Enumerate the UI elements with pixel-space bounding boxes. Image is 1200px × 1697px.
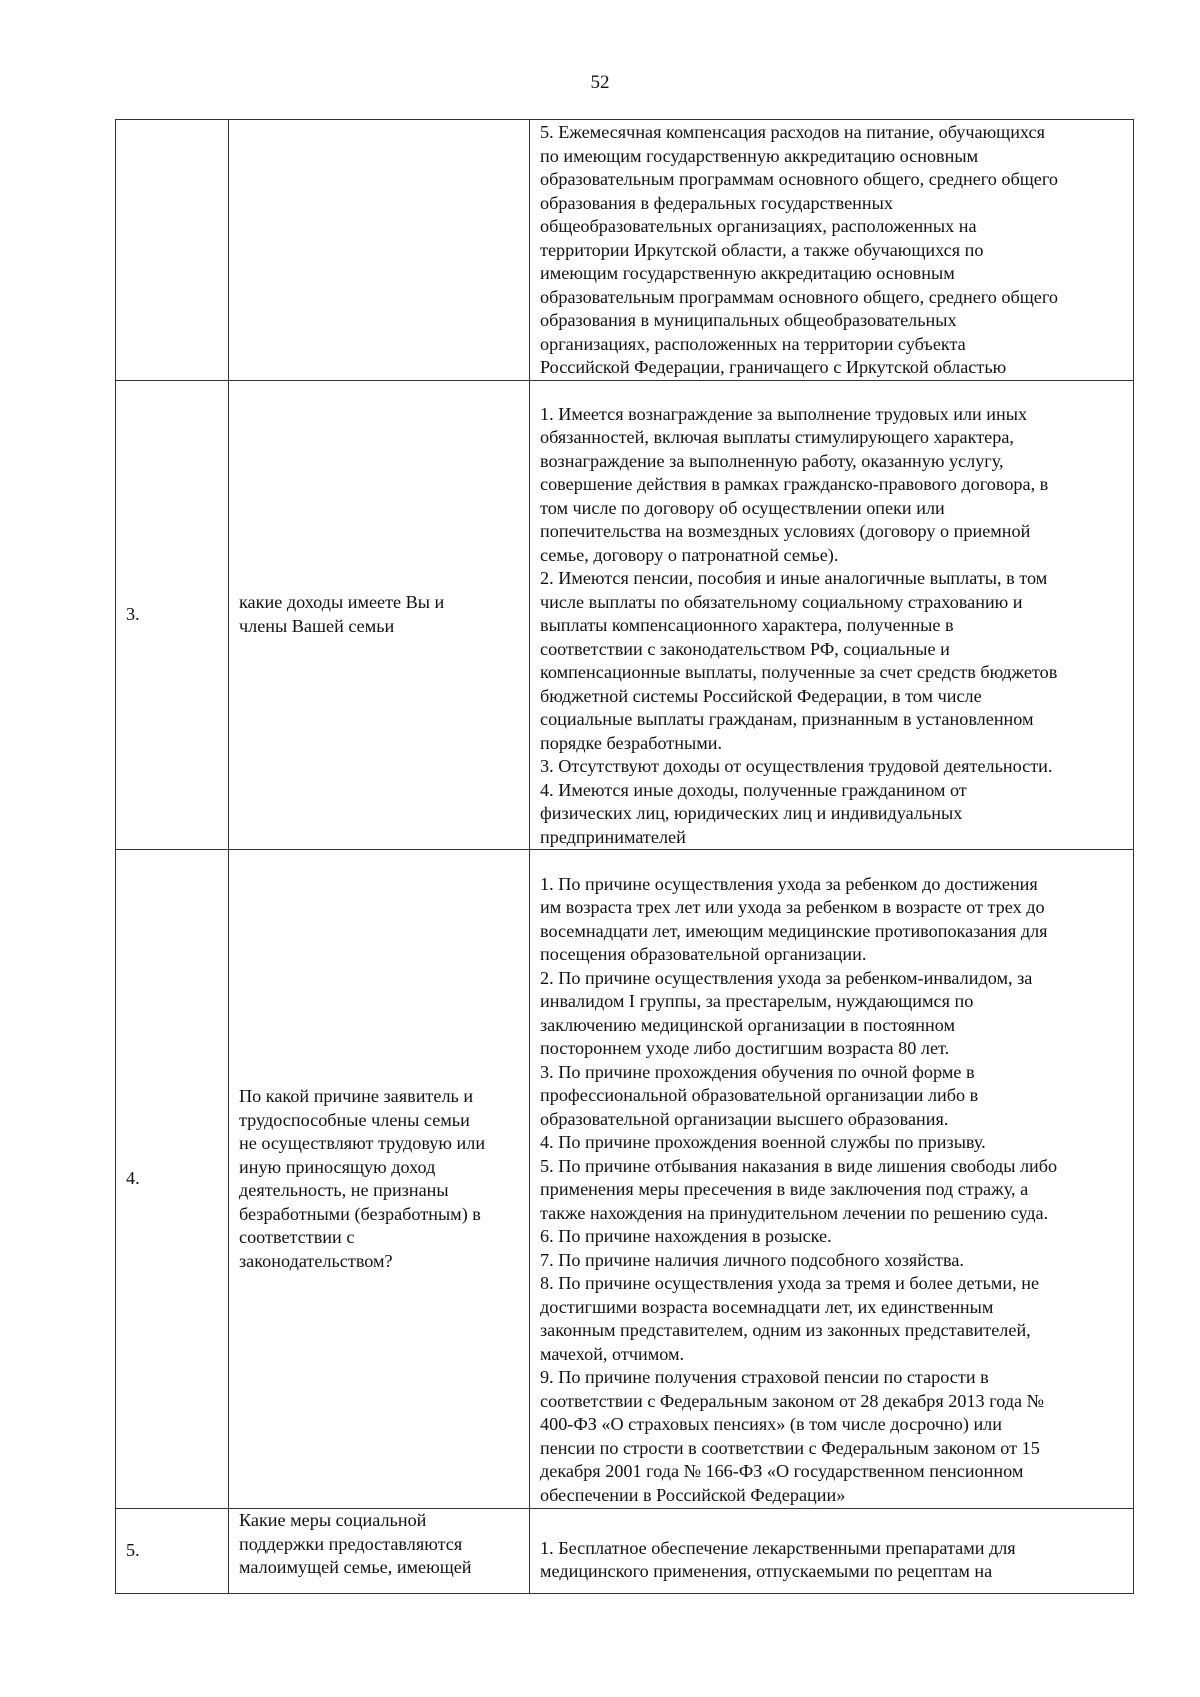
table-row xyxy=(116,1509,1134,1594)
answer-text: 1. По причине осуществления ухода за ребенком до достижения им возраста трех лет или ухода за ребенком в возрасте от трех до восемнадцати лет, имеющим медицинские противопоказания для посещения образовательной организации. 2. По причине осуществления ухода за ребенком-инвалидом, за инвалидом I группы, за престарелым, нуждающимся по заключению медицинской организации в постоянном постороннем уходе либо достигшим возраста 80 лет. 3. По причине прохождения обучения по очной форме в профессиональной образовательной организации либо в образовательной организации высшего образования. 4. По причине прохождения военной службы по призыву. 5. По причине отбывания наказания в виде лишения свободы либо применения меры пресечения в виде заключения под стражу, а также нахождения на принудительном лечении по решению суда. 6. По причине нахождения в розыске. 7. По причине наличия личного подсобного хозяйства. 8. По причине осуществления ухода за тремя и более детьми, не достигшими возраста восемнадцати лет, их единственным законным представителем, одним из законных представителей, мачехой, отчимом. 9. По причине получения страховой пенсии по старости в соответствии с Федеральным законом от 28 декабря 2013 года № 400-ФЗ «О страховых пенсиях» (в том числе досрочно) или пенсии по стрости в соответствии с Федеральным законом от 15 декабря 2001 года № 166-ФЗ «О государственном пенсионном обеспечении в Российской Федерации» xyxy=(540,873,1058,1505)
question-cell xyxy=(229,850,530,1509)
table-row xyxy=(116,380,1134,850)
question-cell xyxy=(229,120,530,381)
row-number-cell: 3. xyxy=(116,380,229,850)
table-row xyxy=(116,120,1134,381)
question-text: какие доходы имеете Вы и члены Вашей семьи xyxy=(239,592,445,636)
question-cell xyxy=(229,1509,530,1594)
row-number-cell: 4. xyxy=(116,850,229,1509)
question-cell xyxy=(229,380,530,850)
row-number-cell: 5. xyxy=(116,1509,229,1594)
question-text: Какие меры социальной поддержки предоставляются малоимущей семье, имеющей xyxy=(239,1510,472,1577)
answer-text: 1. Бесплатное обеспечение лекарственными препаратами для медицинского применения, отпускаемыми по рецептам на xyxy=(540,1537,1016,1581)
answer-cell xyxy=(530,380,1134,850)
answer-cell xyxy=(530,120,1134,381)
page-number: 52 xyxy=(590,72,610,93)
question-text: По какой причине заявитель и трудоспособные члены семьи не осуществляют трудовую или иную приносящую доход деятельность, не признаны безработными (безработным) в соответствии с законодательством? xyxy=(239,1086,486,1271)
table-row xyxy=(116,850,1134,1509)
answer-cell xyxy=(530,850,1134,1509)
questionnaire-table xyxy=(115,119,1134,1594)
row-number-cell xyxy=(116,120,229,381)
answer-text: 1. Имеется вознаграждение за выполнение трудовых или иных обязанностей, включая выплаты стимулирующего характера, вознаграждение за выполненную работу, оказанную услугу, совершение действия в рамках гражданско-правового договора, в том числе по договору об осуществлении опеки или попечительства на возмездных условиях (договору о приемной семье, договору о патронатной семье). 2. Имеются пенсии, пособия и иные аналогичные выплаты, в том числе выплаты по обязательному социальному страхованию и выплаты компенсационного характера, полученные в соответствии с законодательством РФ, социальные и компенсационные выплаты, полученные за счет средств бюджетов бюджетной системы Российской Федерации, в том числе социальные выплаты гражданам, признанным в установленном порядке безработными. 3. Отсутствуют доходы от осуществления трудовой деятельности. 4. Имеются иные доходы, полученные гражданином от физических лиц, юридических лиц и индивидуальных предпринимателей xyxy=(540,403,1058,847)
answer-cell xyxy=(530,1509,1134,1594)
answer-text: 5. Ежемесячная компенсация расходов на питание, обучающихся по имеющим государственную аккредитацию основным образовательным программам основного общего, среднего общего образования в федеральных государственных общеобразовательных организациях, расположенных на территории Иркутской области, а также обучающихся по имеющим государственную аккредитацию основным образовательным программам основного общего, среднего общего образования в муниципальных общеобразовательных организациях, расположенных на территории субъекта Российской Федерации, граничащего с Иркутской областью xyxy=(540,122,1058,377)
